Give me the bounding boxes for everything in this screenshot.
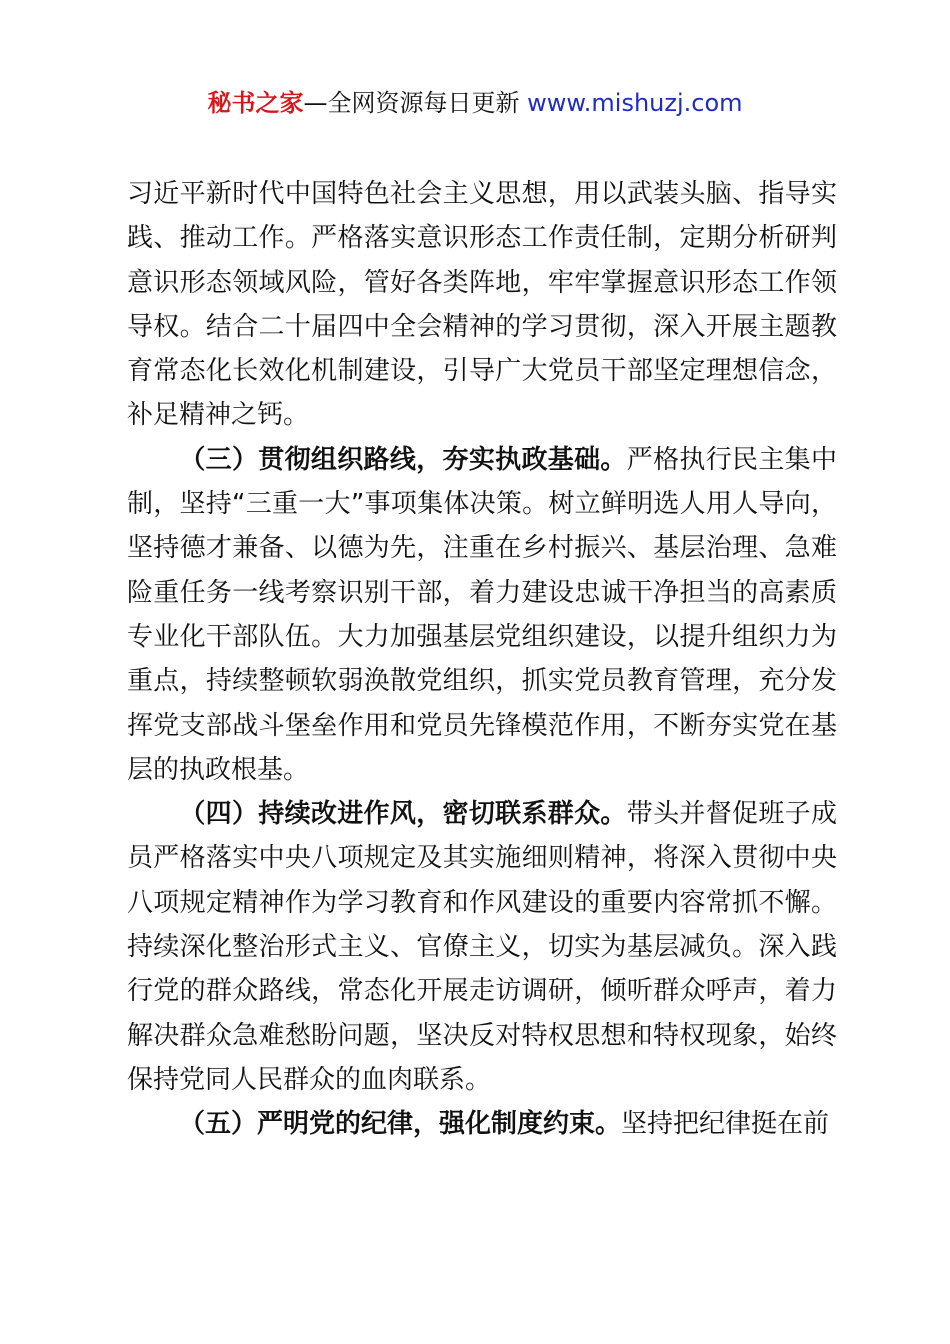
section-heading: （四）持续改进作风，密切联系群众。 [179, 799, 627, 830]
site-url-link[interactable]: www.mishuzj.com [527, 89, 743, 117]
paragraph-text: 严格执行民主集中制，坚持“三重一大”事项集体决策。树立鲜明选人用人导向，坚持德才兼备、以德为先，注重在乡村振兴、基层治理、急难险重任务一线考察识别干部，着力建设忠诚干净担当的高素质专业化干部队伍。大力加强基层党组织建设，以提升组织力为重点，持续整顿软弱涣散党组织，抓实党员教育管理，充分发挥党支部战斗堡垒作用和党员先锋模范作用，不断夯实党在基层的执政根基。 [127, 444, 837, 785]
paragraph-text: 带头并督促班子成员严格落实中央八项规定及其实施细则精神，将深入贯彻中央八项规定精神作为学习教育和作风建设的重要内容常抓不懈。持续深化整治形式主义、官僚主义，切实为基层减负。深入践行党的群众路线，常态化开展走访调研，倾听群众呼声，着力解决群众急难愁盼问题，坚决反对特权思想和特权现象，始终保持党同人民群众的血肉联系。 [127, 799, 837, 1095]
section-heading: （三）贯彻组织路线，夯实执政基础。 [179, 444, 627, 475]
paragraph-section-5 [127, 1102, 837, 1146]
document-body [127, 172, 837, 1147]
paragraph-text: 坚持把纪律挺在前 [621, 1109, 830, 1140]
paragraph-section-4 [127, 792, 837, 1102]
brand-name: 秘书之家 [207, 89, 304, 117]
site-header [0, 86, 950, 120]
header-tagline: —全网资源每日更新 [303, 89, 528, 117]
paragraph-text: 习近平新时代中国特色社会主义思想，用以武装头脑、指导实践、推动工作。严格落实意识形态工作责任制，定期分析研判意识形态领域风险，管好各类阵地，牢牢掌握意识形态工作领导权。结合二十届四中全会精神的学习贯彻，深入开展主题教育常态化长效化机制建设，引导广大党员干部坚定理想信念，补足精神之钙。 [127, 179, 837, 431]
paragraph-section-3 [127, 438, 837, 792]
section-heading: （五）严明党的纪律，强化制度约束。 [179, 1109, 622, 1140]
paragraph-continuation [127, 172, 837, 438]
